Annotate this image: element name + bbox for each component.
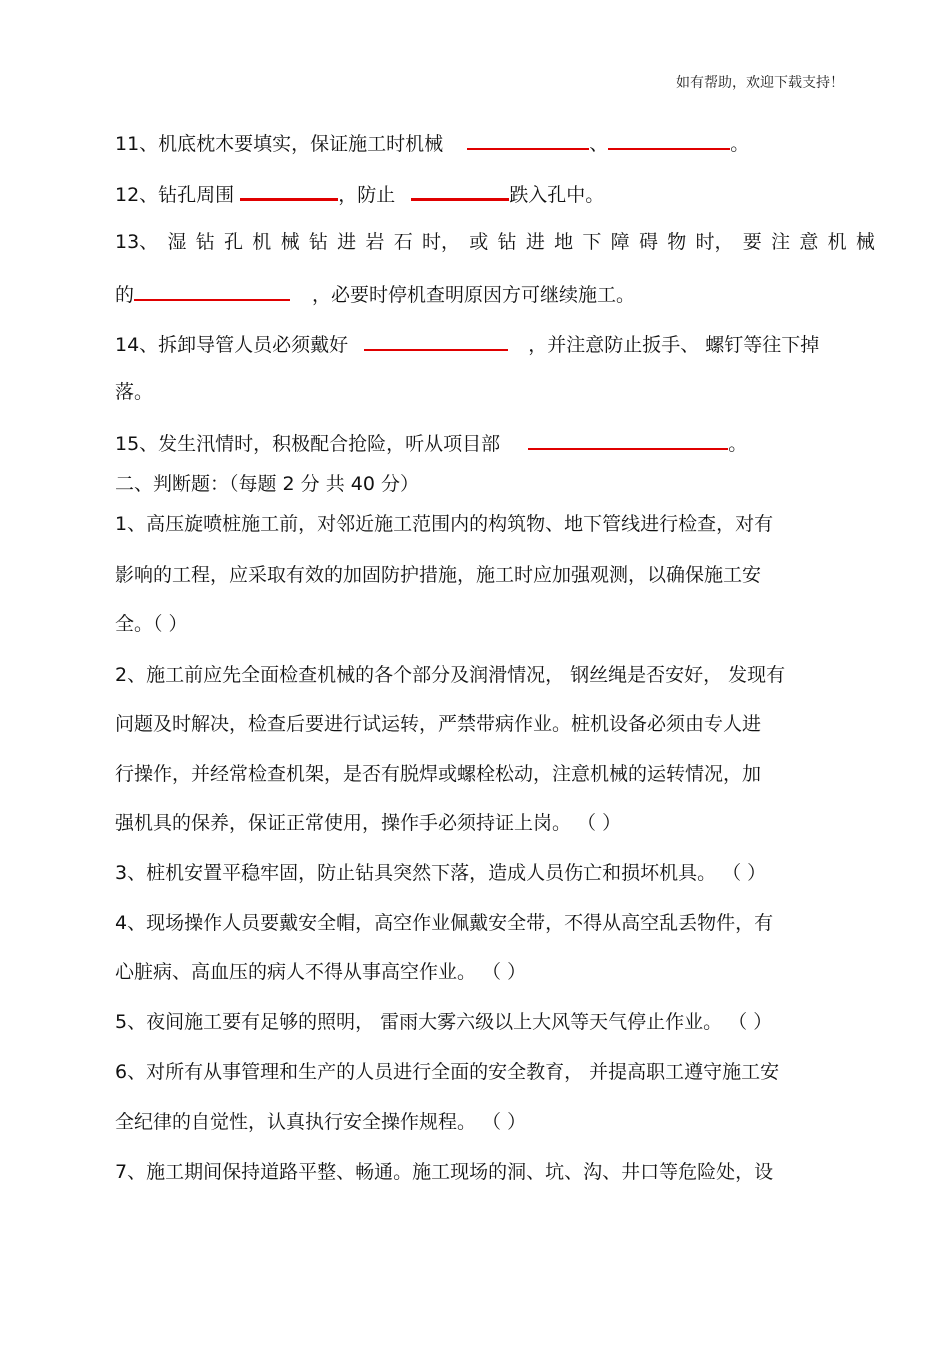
q13-char: 机 — [827, 231, 847, 253]
judgment-7-line-1: 7、施工期间保持道路平整、畅通。施工现场的洞、坑、沟、井口等危险处，设 — [115, 1161, 774, 1183]
judgment-2-line-2: 问题及时解决，检查后要进行试运转，严禁带病作业。桩机设备必须由专人进 — [115, 713, 762, 735]
q13-char: 地 — [554, 231, 574, 253]
question-12-suffix: 跌入孔中。 — [509, 184, 605, 206]
judgment-2-line-1: 2、施工前应先全面检查机械的各个部分及润滑情况， 钢丝绳是否安好， 发现有 — [115, 664, 786, 686]
q13-char: 或 — [469, 231, 489, 253]
question-12 — [115, 180, 604, 207]
answer-blank[interactable] — [134, 281, 290, 301]
question-14-middle: ，并注意防止扳手、 螺钉等往下掉 — [528, 334, 820, 356]
question-15-text: 15、发生汛情时，积极配合抢险，听从项目部 — [115, 433, 501, 455]
q13-char: 障 — [610, 231, 630, 253]
judgment-3-line-1: 3、桩机安置平稳牢固，防止钻具突然下落，造成人员伤亡和损坏机具。 （ ） — [115, 862, 767, 884]
judgment-4-line-2: 心脏病、高血压的病人不得从事高空作业。 （ ） — [115, 961, 527, 983]
judgment-4-line-1: 4、现场操作人员要戴安全帽，高空作业佩戴安全带，不得从高空乱丢物件，有 — [115, 912, 774, 934]
q13-line2-prefix: 的 — [115, 284, 135, 306]
judgment-6-line-1: 6、对所有从事管理和生产的人员进行全面的安全教育， 并提高职工遵守施工安 — [115, 1061, 780, 1083]
q13-char: 下 — [582, 231, 602, 253]
q13-char: 意 — [799, 231, 819, 253]
question-15 — [115, 430, 747, 456]
q13-char: 钻 — [497, 231, 517, 253]
header-note: 如有帮助，欢迎下载支持！ — [676, 75, 844, 91]
question-13-line-2 — [115, 281, 635, 307]
q13-char: 械 — [280, 231, 300, 253]
q13-char: 时， — [421, 231, 460, 253]
q13-char: 石 — [393, 231, 413, 253]
q13-char: 岩 — [365, 231, 385, 253]
question-11-text: 11、机底枕木要填实，保证施工时机械 — [115, 133, 444, 155]
answer-blank[interactable] — [467, 130, 589, 150]
question-13-line-1 — [115, 230, 875, 254]
question-12-middle: ，防止 — [338, 184, 396, 206]
question-12-text: 12、钻孔周围 — [115, 184, 235, 206]
q13-char: 13、 — [115, 231, 159, 253]
question-14-line2: 落。 — [115, 381, 154, 403]
judgment-6-line-2: 全纪律的自觉性，认真执行安全操作规程。 （ ） — [115, 1111, 527, 1133]
q13-char: 进 — [525, 231, 545, 253]
judgment-1-line-2: 影响的工程，应采取有效的加固防护措施，施工时应加强观测，以确保施工安 — [115, 564, 762, 586]
q13-char: 孔 — [224, 231, 244, 253]
section-title: 二、判断题：（每题 2 分 共 40 分） — [115, 473, 419, 495]
answer-blank[interactable] — [240, 180, 338, 201]
judgment-5-line-1: 5、夜间施工要有足够的照明， 雷雨大雾六级以上大风等天气停止作业。 （ ） — [115, 1011, 773, 1033]
judgment-2-line-3: 行操作，并经常检查机架，是否有脱焊或螺栓松动，注意机械的运转情况，加 — [115, 763, 762, 785]
answer-blank[interactable] — [608, 130, 730, 150]
judgment-1-line-3: 全。（ ） — [115, 613, 188, 635]
q13-char: 碍 — [638, 231, 658, 253]
q13-char: 钻 — [195, 231, 215, 253]
answer-blank[interactable] — [411, 180, 509, 201]
question-15-suffix: 。 — [728, 433, 748, 455]
question-11 — [115, 130, 749, 156]
q13-char: 时， — [695, 231, 734, 253]
q13-char: 注 — [771, 231, 791, 253]
q13-char: 物 — [667, 231, 687, 253]
q13-char: 机 — [252, 231, 272, 253]
q13-char: 湿 — [167, 231, 187, 253]
question-14-line-2 — [115, 380, 153, 404]
q13-char: 械 — [855, 231, 875, 253]
judgment-1-line-1: 1、高压旋喷桩施工前，对邻近施工范围内的构筑物、地下管线进行检查，对有 — [115, 513, 774, 535]
q13-line2-suffix: ，必要时停机查明原因方可继续施工。 — [312, 284, 636, 306]
question-11-suffix: 。 — [730, 133, 750, 155]
q13-char: 要 — [742, 231, 762, 253]
question-14-text: 14、拆卸导管人员必须戴好 — [115, 334, 349, 356]
q13-char: 进 — [337, 231, 357, 253]
q13-char: 钻 — [308, 231, 328, 253]
answer-blank[interactable] — [528, 430, 728, 450]
answer-blank[interactable] — [364, 331, 508, 351]
question-14 — [115, 331, 819, 357]
separator: 、 — [589, 133, 609, 155]
judgment-2-line-4: 强机具的保养，保证正常使用，操作手必须持证上岗。 （ ） — [115, 812, 622, 834]
